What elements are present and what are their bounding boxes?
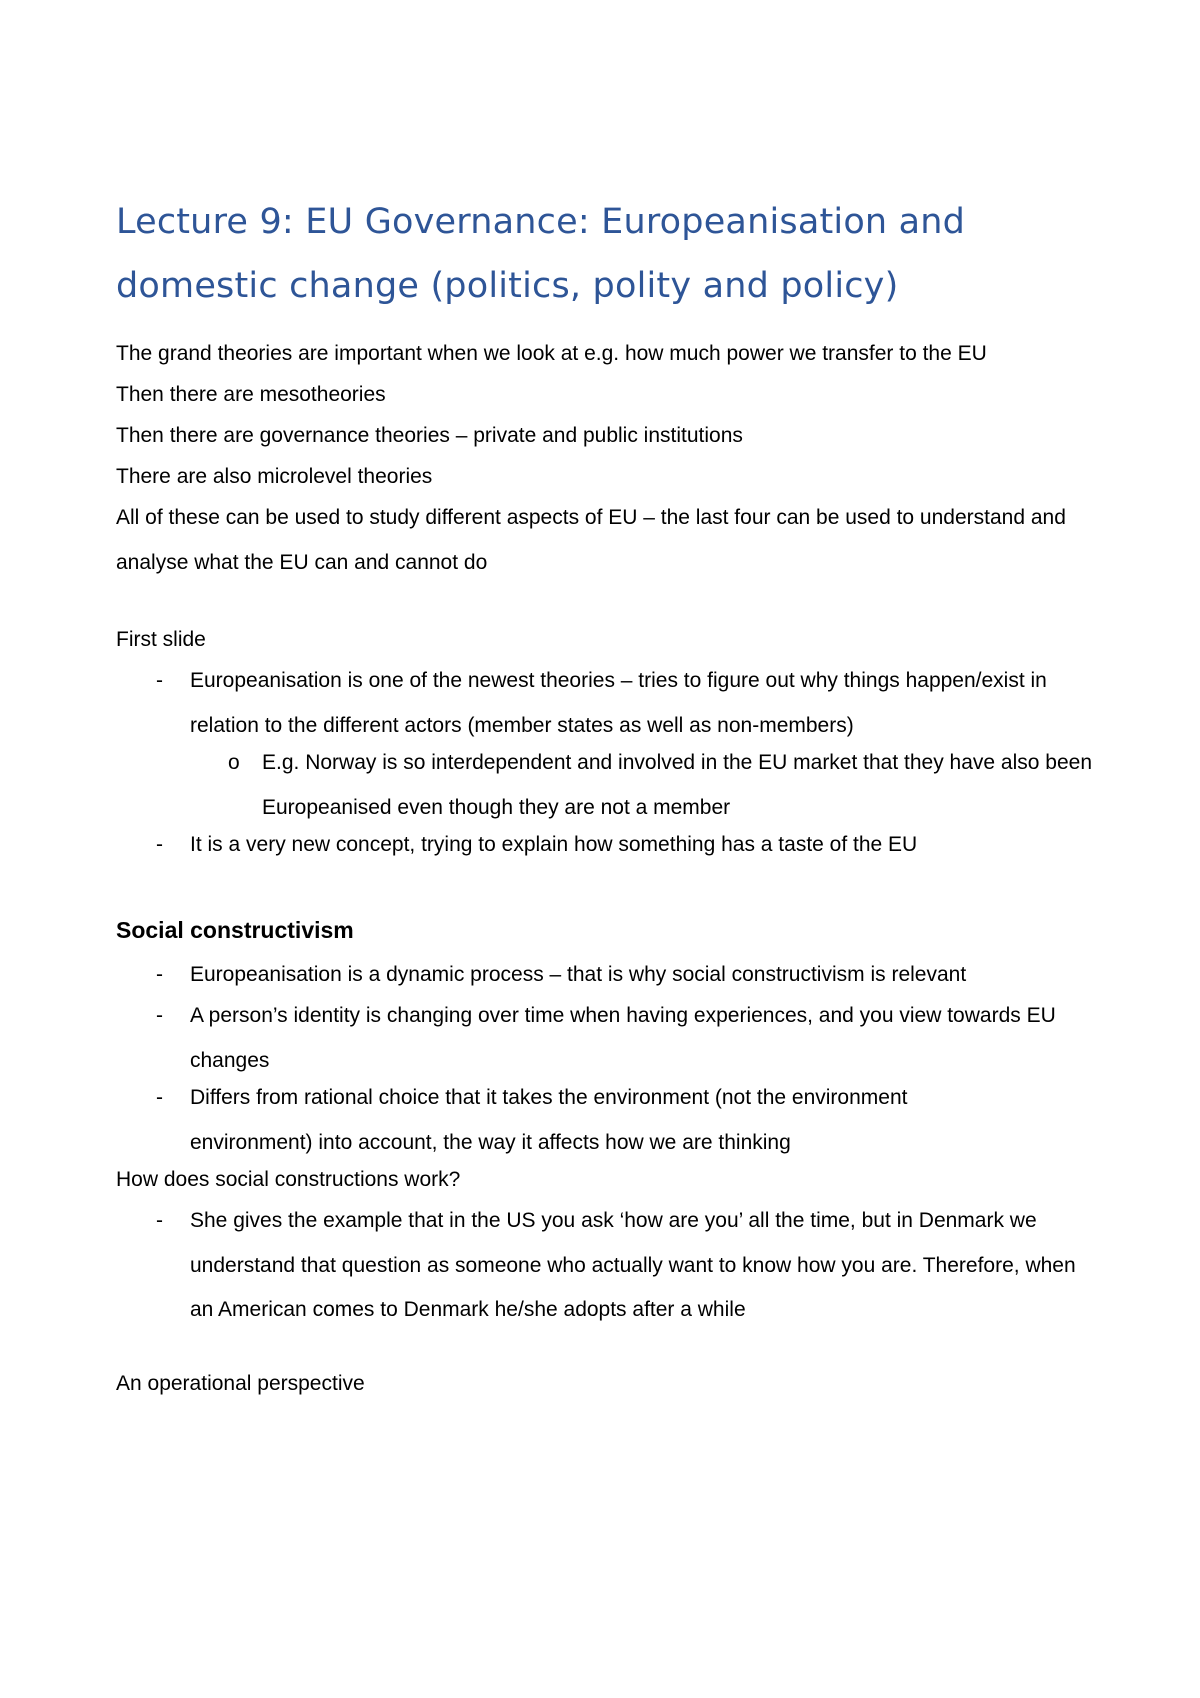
section-label: An operational perspective <box>116 1372 365 1395</box>
question-line: How does social constructions work? <box>116 1168 461 1191</box>
list-item <box>156 953 1100 998</box>
list-item-text: Differs from rational choice that it takes the environment (not the environment environment) into account, the way it affects how we are thinking <box>190 1086 908 1154</box>
intro-line: There are also microlevel theories <box>116 465 433 488</box>
list-item-text: A person’s identity is changing over time when having experiences, and you view towards EU changes <box>190 1004 1056 1072</box>
list-item <box>156 659 1100 748</box>
section-heading: Social constructivism <box>116 917 354 943</box>
list-item <box>156 1199 1100 1333</box>
list-item <box>156 823 1100 868</box>
list-item <box>156 1076 990 1165</box>
list-item-text: It is a very new concept, trying to explain how something has a taste of the EU <box>190 833 918 856</box>
dash-marker: - <box>156 1086 163 1109</box>
intro-line: Then there are mesotheories <box>116 383 386 406</box>
dash-marker: - <box>156 1004 163 1027</box>
intro-line: The grand theories are important when we look at e.g. how much power we transfer to the EU <box>116 342 987 365</box>
first-slide-label: First slide <box>116 628 206 651</box>
sub-list-item <box>228 741 1100 830</box>
list-item-text: She gives the example that in the US you ask ‘how are you’ all the time, but in Denmark we understand that question as someone who actually want to know how you are. Therefore, when an American comes to Denmark he/she adopts after a while <box>190 1209 1076 1321</box>
dash-marker: - <box>156 669 163 692</box>
dash-marker: - <box>156 1209 163 1232</box>
intro-line: All of these can be used to study different aspects of EU – the last four can be used to understand and analyse what the EU can and cannot do <box>116 506 1066 574</box>
list-item-text: Europeanisation is a dynamic process – that is why social constructivism is relevant <box>190 963 967 986</box>
dash-marker: - <box>156 963 163 986</box>
page-title: Lecture 9: EU Governance: Europeanisation and domestic change (politics, polity and policy) <box>116 202 966 306</box>
intro-line: Then there are governance theories – private and public institutions <box>116 424 743 447</box>
list-item-text: E.g. Norway is so interdependent and involved in the EU market that they have also been Europeanised even though they are not a member <box>262 751 1092 819</box>
dash-marker: - <box>156 833 163 856</box>
circle-marker: o <box>228 751 240 774</box>
list-item-text: Europeanisation is one of the newest theories – tries to figure out why things happen/exist in relation to the different actors (member states as well as non-members) <box>190 669 1047 737</box>
list-item <box>156 994 1100 1083</box>
